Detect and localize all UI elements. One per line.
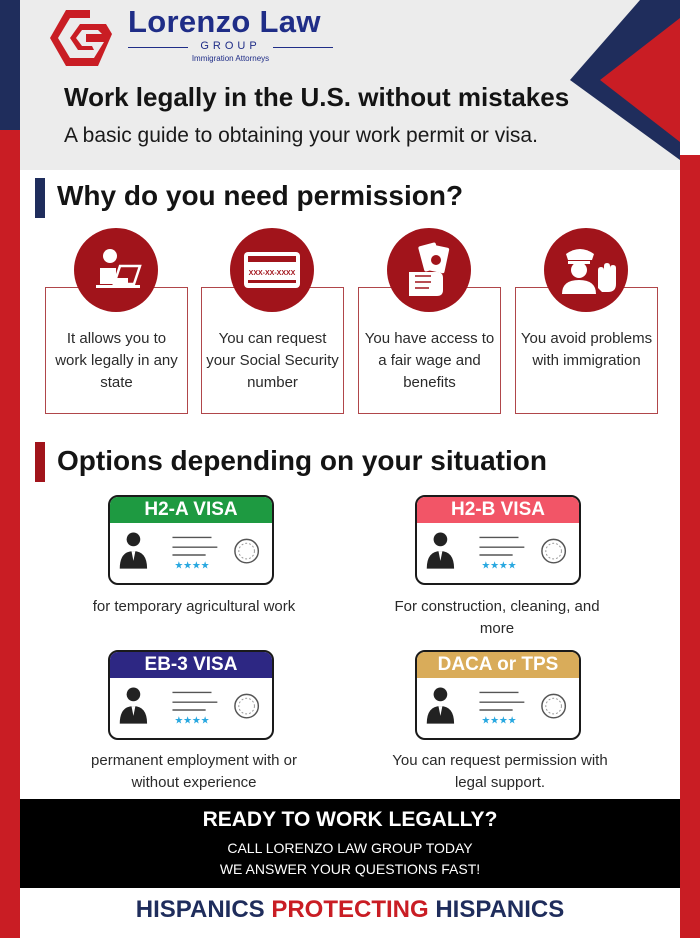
reason-text: You have access to a fair wage and benefits (364, 330, 495, 391)
tagline-part-1: HISPANICS (135, 896, 265, 923)
cta-line-1: CALL LORENZO LAW GROUP TODAY (227, 840, 473, 856)
right-red-bar (680, 155, 700, 938)
svg-text:★★★★: ★★★★ (481, 715, 517, 727)
visa-caption: permanent employment with or without experience (91, 752, 297, 791)
tagline-part-2: PROTECTING (271, 896, 429, 923)
left-navy-bar (0, 0, 20, 130)
page-subtitle: A basic guide to obtaining your work permit or visa. (64, 124, 538, 147)
officer-stop-icon (544, 228, 628, 312)
reason-text: You avoid problems with immigration (520, 330, 653, 369)
tagline (20, 896, 680, 924)
cta-banner (20, 799, 680, 888)
money-hand-icon (387, 228, 471, 312)
section-marker (35, 442, 45, 482)
svg-text:★★★★: ★★★★ (174, 560, 210, 572)
logo-subtitle: Immigration Attorneys (191, 54, 270, 63)
tagline-part-3: HISPANICS (435, 896, 565, 923)
reason-text: It allows you to work legally in any state (55, 330, 178, 391)
page-title: Work legally in the U.S. without mistakes (64, 82, 570, 112)
h2a-visa-card (108, 495, 274, 585)
logo-name: Lorenzo Law (128, 4, 321, 39)
cta-line-2: WE ANSWER YOUR QUESTIONS FAST! (219, 861, 481, 877)
reasons-heading: Why do you need permission? (57, 180, 464, 211)
svg-text:★★★★: ★★★★ (481, 560, 517, 572)
visa-label: H2-B VISA (417, 497, 579, 523)
h2b-visa-card (415, 495, 581, 585)
eb3-visa-card (108, 650, 274, 740)
visa-caption: For construction, cleaning, and more (394, 598, 600, 637)
reason-text: You can request your Social Security number (206, 330, 339, 391)
visa-caption: for temporary agricultural work (92, 598, 296, 615)
visa-caption: You can request permission with legal support. (392, 752, 608, 791)
section-marker (35, 178, 45, 218)
visa-label: EB-3 VISA (110, 652, 272, 678)
options-heading: Options depending on your situation (57, 445, 547, 476)
logo-icon (46, 6, 118, 70)
visa-label: H2-A VISA (110, 497, 272, 523)
logo-group: GROUP (128, 40, 333, 52)
id-card-icon (417, 678, 579, 740)
visa-label: DACA or TPS (417, 652, 579, 678)
id-card-icon (110, 678, 272, 740)
id-card-icon (417, 523, 579, 585)
ssn-card-number: XXX-XX-XXXX (248, 270, 296, 277)
id-card-icon (110, 523, 272, 585)
left-red-bar (0, 130, 20, 938)
daca-tps-card (415, 650, 581, 740)
ssn-card-icon (230, 228, 314, 312)
corner-chevron-decoration (570, 0, 680, 160)
cta-heading: READY TO WORK LEGALLY? (202, 808, 498, 831)
header (20, 0, 680, 170)
laptop-person-icon (74, 228, 158, 312)
svg-text:★★★★: ★★★★ (174, 715, 210, 727)
